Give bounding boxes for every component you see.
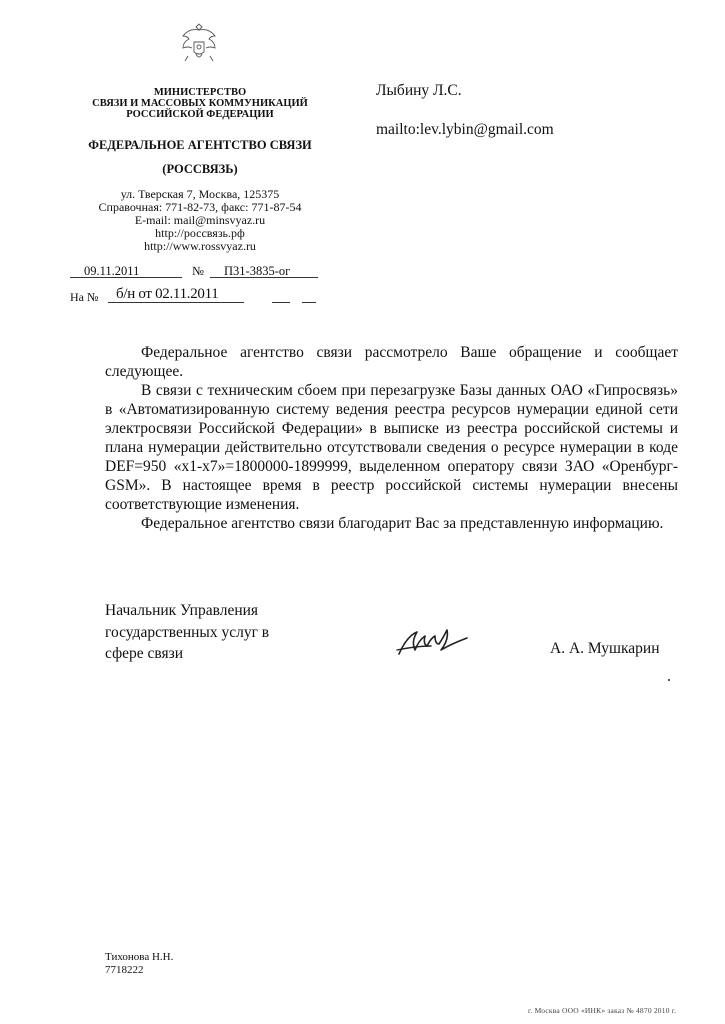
- contact-website: http://www.rossvyaz.ru: [144, 239, 256, 253]
- date-underline: [70, 277, 182, 278]
- signatory-title: [105, 600, 269, 665]
- agency-short-name: (РОССВЯЗЬ): [162, 162, 238, 176]
- contact-email: E-mail: mail@minsvyaz.ru: [134, 213, 266, 227]
- signatory-name: А. А. Мушкарин: [550, 640, 660, 657]
- number-underline: [210, 277, 318, 278]
- executor-phone: 7718222: [105, 964, 144, 976]
- letter-body: [105, 343, 678, 533]
- ministry-line: РОССИЙСКОЙ ФЕДЕРАЦИИ: [126, 109, 274, 120]
- body-paragraph: Федеральное агентство связи рассмотрело Ваше обращение и сообщает следующее.: [105, 344, 678, 380]
- recipient-email: mailto:lev.lybin@gmail.com: [376, 121, 554, 138]
- ministry-line: МИНИСТЕРСТВО: [153, 87, 247, 98]
- number-sign: №: [192, 264, 204, 278]
- signatory-title-line: сфере связи: [105, 645, 184, 662]
- signatory-title-line: Начальник Управления: [105, 602, 259, 619]
- contact-address: ул. Тверская 7, Москва, 125375: [120, 187, 280, 201]
- coat-of-arms-emblem-icon: [174, 20, 224, 64]
- agency-name: ФЕДЕРАЛЬНОЕ АГЕНТСТВО СВЯЗИ: [88, 138, 312, 152]
- agency-contacts: [90, 188, 310, 253]
- reference-underline: [302, 302, 316, 303]
- body-paragraph: Федеральное агентство связи благодарит Вас за представленную информацию.: [141, 515, 664, 532]
- contact-website: http://россвязь.рф: [155, 226, 245, 240]
- outgoing-number: П31-3835-ог: [224, 264, 291, 278]
- contact-phones: Справочная: 771-82-73, факс: 771-87-54: [98, 200, 302, 214]
- reference-underline: [108, 302, 244, 303]
- reference-label: На №: [70, 290, 99, 304]
- signatory-title-line: государственных услуг в: [105, 623, 270, 641]
- body-paragraph: В связи с техническим сбоем при перезагрузке Базы данных ОАО «Гипросвязь» в «Автоматизированную систему ведения реестра ресурсов нумерации единой сети электросвязи Российской Федерации» в выписке из реестра российской системы и плана нумерации действительно отсутствовали сведения о ресурсе нумерации в коде DEF=950 «x1-x7»=1800000-1899999, выделенном оператору связи ЗАО «Оренбург-GSM». В настоящее время в реестр российской системы нумерации внесены соответствующие изменения.: [105, 382, 678, 513]
- recipient-name: Лыбину Л.С.: [376, 82, 462, 99]
- ministry-name: [60, 87, 340, 120]
- printer-mark: г. Москва ООО «ИНК» заказ № 4870 2010 г.: [528, 1006, 677, 1015]
- reference-underline: [272, 302, 290, 303]
- executor-name: Тихонова Н.Н.: [105, 951, 174, 963]
- outgoing-date: 09.11.2011: [84, 264, 140, 278]
- reference-value: б/н от 02.11.2011: [116, 286, 219, 302]
- handwritten-signature-icon: [395, 620, 485, 662]
- executor-info: [105, 951, 173, 977]
- ministry-line: СВЯЗИ И МАССОВЫХ КОММУНИКАЦИЙ: [92, 98, 308, 109]
- stray-mark: [668, 679, 670, 681]
